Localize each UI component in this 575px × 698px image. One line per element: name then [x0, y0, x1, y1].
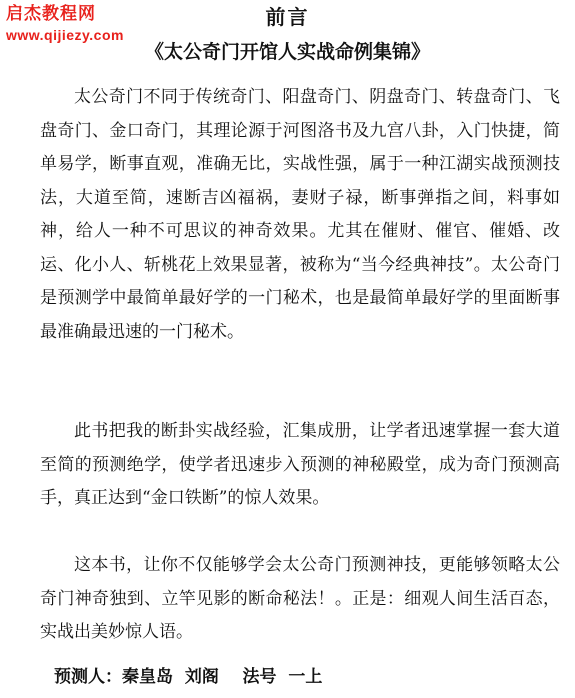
paragraph-intro: 太公奇门不同于传统奇门、阳盘奇门、阴盘奇门、转盘奇门、飞盘奇门、金口奇门，其理论源于河图洛书及九宫八卦，入门快捷，简单易学，断事直观，准确无比，实战性强，属于一种江湖实战预测技法，大道至简，速断吉凶福祸，妻财子禄，断事弹指之间，料事如神，给人一种不可思议的神奇效果。尤其在催财、催官、催婚、改运、化小人、斩桃花上效果显著，被称为“当今经典神技”。太公奇门是预测学中最简单最好学的一门秘术，也是最简单最好学的里面断事最准确最迅速的一门秘术。: [40, 87, 560, 342]
signature-line: 预测人：秦皇岛 刘阁 法号 一上: [54, 667, 323, 687]
paragraph-closing: 这本书，让你不仅能够学会太公奇门预测神技，更能够领略太公奇门神奇独到、立竿见影的断命秘法！。正是：细观人间生活百态，实战出美妙惊人语。: [40, 555, 560, 642]
paragraph-purpose: 此书把我的断卦实战经验，汇集成册，让学者迅速掌握一套大道至简的预测绝学，使学者迅速步入预测的神秘殿堂，成为奇门预测高手，真正达到“金口铁断”的惊人效果。: [40, 421, 560, 508]
page-heading: 前言: [265, 5, 310, 29]
watermark-site-name: 启杰教程网: [6, 4, 96, 24]
book-title: 《太公奇门开馆人实战命例集锦》: [144, 41, 430, 63]
watermark-url: www.qijiezy.com: [6, 27, 124, 43]
watermark-logo: [6, 4, 146, 44]
